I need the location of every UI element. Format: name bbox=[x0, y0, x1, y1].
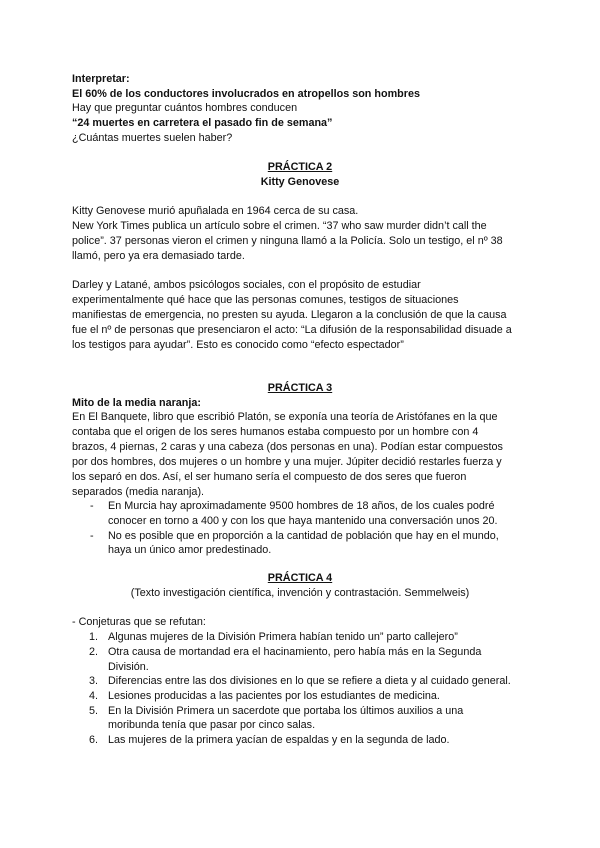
list-number: 4. bbox=[89, 690, 99, 702]
statistic-statement: El 60% de los conductores involucrados en atropellos son hombres bbox=[72, 88, 420, 100]
paragraph-line: por dos hombres, dos mujeres o un hombre y una mujer. Júpiter decidió restarles fuerza y bbox=[72, 456, 502, 468]
practica-3-subtitle: Mito de la media naranja: bbox=[72, 397, 201, 409]
list-item-line: Algunas mujeres de la División Primera habían tenido un” parto callejero” bbox=[108, 631, 458, 643]
practica-3-title: PRÁCTICA 3 bbox=[267, 382, 333, 394]
paragraph-line: fue el nº de personas que presenciaron el acto: “La difusión de la responsabilidad disuade a bbox=[72, 324, 512, 336]
paragraph-line: police”. 37 personas vieron el crimen y ninguna llamó a la Policía. Solo un testigo, el nº 38 bbox=[72, 235, 503, 247]
list-item-line: moribunda tenía que pasar por cinco salas. bbox=[108, 719, 316, 731]
paragraph-line: los separó en dos. Así, el ser humano sería el compuesto de dos seres que fueron bbox=[72, 471, 467, 483]
interpretar-heading: Interpretar: bbox=[72, 73, 130, 85]
headline-question: ¿Cuántas muertes suelen haber? bbox=[72, 132, 233, 144]
headline-quote: “24 muertes en carretera el pasado fin de semana” bbox=[72, 117, 333, 129]
bullet-line: haya un único amor predestinado. bbox=[108, 544, 272, 556]
list-item-line: Otra causa de mortandad era el hacinamiento, pero había más en la Segunda bbox=[108, 646, 482, 658]
statistic-note: Hay que preguntar cuántos hombres conducen bbox=[72, 102, 298, 114]
paragraph-line: En El Banquete, libro que escribió Platón, se exponía una teoría de Aristófanes en la que bbox=[72, 411, 498, 423]
list-item-line: Las mujeres de la primera yacían de espaldas y en la segunda de lado. bbox=[108, 734, 450, 746]
paragraph-line: llamó, pero ya era demasiado tarde. bbox=[72, 250, 245, 262]
bullet-marker: - bbox=[90, 530, 94, 542]
paragraph-line: manifiestas de emergencia, no presten su ayuda. Llegaron a la conclusión de que la causa bbox=[72, 309, 507, 321]
list-number: 3. bbox=[89, 675, 99, 687]
list-number: 1. bbox=[89, 631, 99, 643]
list-item-line: Diferencias entre las dos divisiones en lo que se refiere a dieta y al cuidado general. bbox=[108, 675, 511, 687]
practica-4-title: PRÁCTICA 4 bbox=[267, 572, 333, 584]
paragraph-line: experimentalmente qué hace que las personas comunes, testigos de situaciones bbox=[72, 294, 459, 306]
paragraph-line: contaba que el origen de los seres humanos estaba compuesto por un hombre con 4 bbox=[72, 426, 479, 438]
practica-4-subtitle: (Texto investigación científica, invención y contrastación. Semmelweis) bbox=[130, 587, 470, 599]
bullet-line: No es posible que en proporción a la cantidad de población que hay en el mundo, bbox=[108, 530, 499, 542]
list-number: 5. bbox=[89, 705, 99, 717]
list-item-line: División. bbox=[108, 661, 149, 673]
bullet-line: En Murcia hay aproximadamente 9500 hombres de 18 años, de los cuales podré bbox=[108, 500, 495, 512]
paragraph-line: brazos, 4 piernas, 2 caras y una cabeza (dos personas en una). Podían estar compuestos bbox=[72, 441, 503, 453]
paragraph-line: los testigos para ayudar”. Esto es conocido como “efecto espectador” bbox=[72, 339, 404, 351]
list-number: 2. bbox=[89, 646, 99, 658]
practica-2-subtitle: Kitty Genovese bbox=[260, 176, 340, 188]
bullet-marker: - bbox=[90, 500, 94, 512]
bullet-line: conocer en torno a 400 y con los que haya mantenido una conversación unos 20. bbox=[108, 515, 498, 527]
paragraph-line: New York Times publica un artículo sobre el crimen. “37 who saw murder didn’t call the bbox=[72, 220, 487, 232]
conjeturas-intro: - Conjeturas que se refutan: bbox=[72, 616, 206, 628]
list-number: 6. bbox=[89, 734, 99, 746]
list-item-line: En la División Primera un sacerdote que portaba los últimos auxilios a una bbox=[108, 705, 464, 717]
paragraph-line: Darley y Latané, ambos psicólogos sociales, con el propósito de estudiar bbox=[72, 279, 421, 291]
paragraph-line: separados (media naranja). bbox=[72, 486, 205, 498]
practica-2-title: PRÁCTICA 2 bbox=[267, 161, 333, 173]
list-item-line: Lesiones producidas a las pacientes por los estudiantes de medicina. bbox=[108, 690, 440, 702]
paragraph-line: Kitty Genovese murió apuñalada en 1964 cerca de su casa. bbox=[72, 205, 359, 217]
